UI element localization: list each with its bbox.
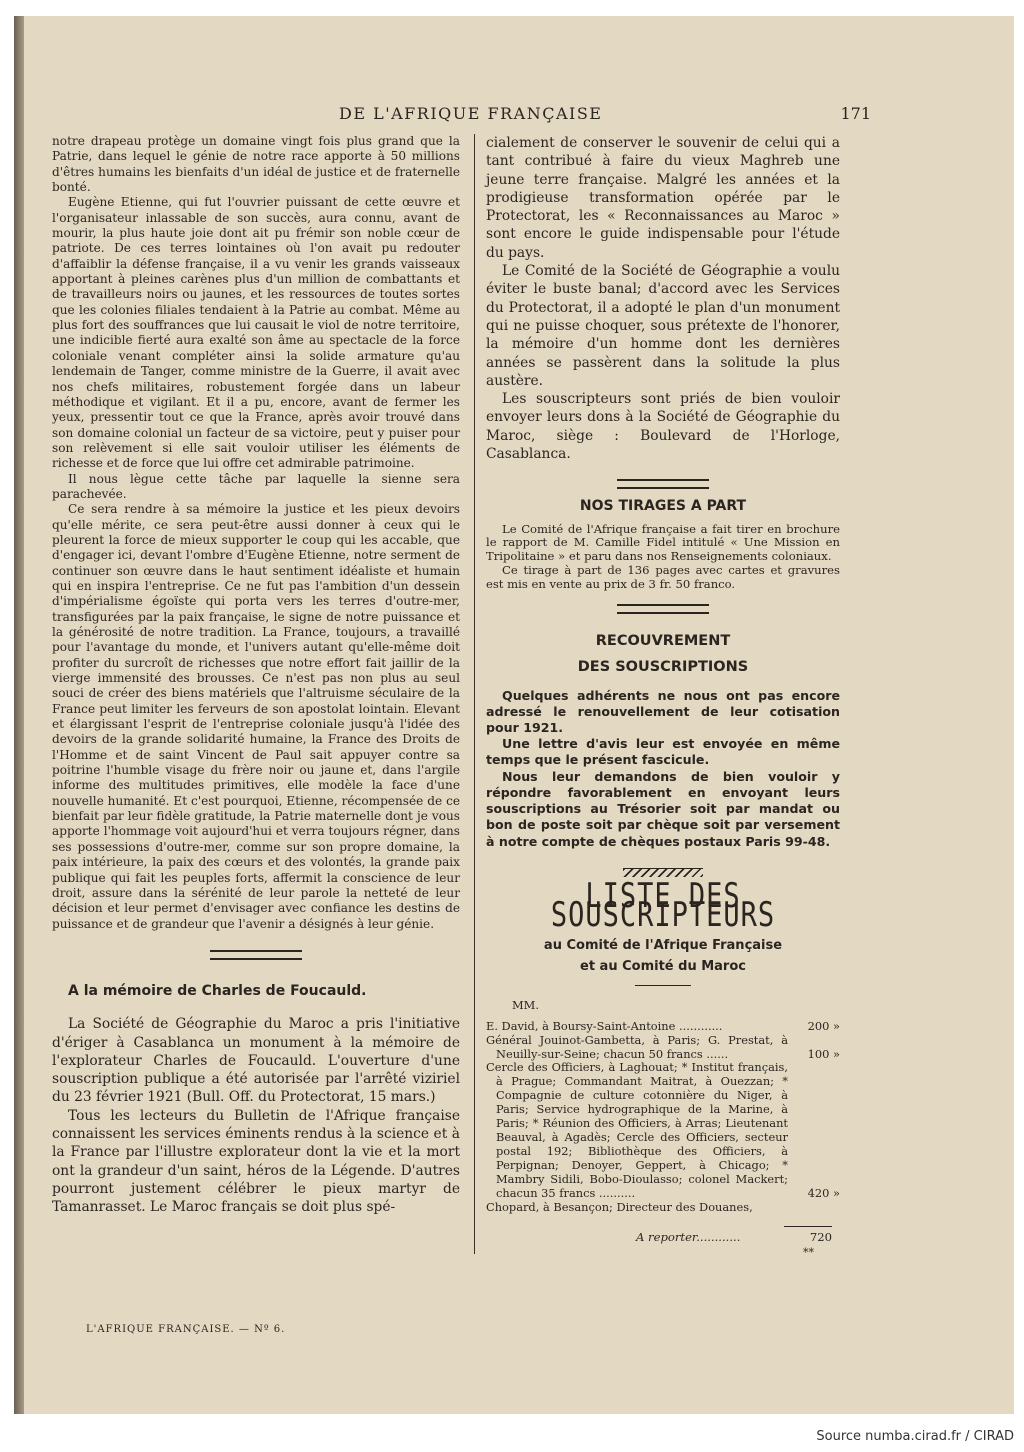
section-divider-ornament — [210, 950, 302, 960]
foucauld-continued-paragraph: Le Comité de la Société de Géographie a voulu éviter le buste banal; d'accord avec les Services du Protectorat, il a adopté le plan d'un monument qui ne puisse choquer, sous prétexte de l'honorer, la mémoire d'un homme dont les dernières années se passèrent dans la solitude la plus austère. — [486, 263, 840, 389]
subscriber-text: Chopard, à Besançon; Directeur des Douanes, — [486, 1199, 753, 1214]
liste-subtitle: et au Comité du Maroc — [580, 959, 746, 975]
liste-mm: MM. — [512, 998, 539, 1013]
subscriber-amount: 100 » — [807, 1046, 840, 1061]
reporter-stars: ** — [803, 1246, 814, 1260]
section-divider-ornament — [617, 479, 709, 489]
section-divider-ornament — [617, 604, 709, 614]
subscriber-entry — [486, 1034, 840, 1062]
foucauld-continued-paragraph: cialement de conserver le souvenir de celui qui a tant contribué à faire du vieux Maghreb une jeune terre française. Malgré les années et la prodigieuse transformation opérée par le Protectorat, les « Reconnaissances au Maroc » sont encore le guide indispensable pour l'étude du pays. — [486, 135, 840, 261]
subscriber-amount: 420 » — [807, 1185, 840, 1200]
recouvrement-heading-line2: DES SOUSCRIPTIONS — [577, 658, 749, 675]
article-paragraph: Ce sera rendre à sa mémoire la justice et les pieux devoirs qu'elle mérite, ce sera peut-être aussi donner à ceux qui le pleurent la force de mieux supporter le coup qui les accable, que d'engager ici, devant l'ombre d'Eugène Etienne, notre serment de continuer son œuvre dans le haut sentiment idéaliste et humain qui en inspira l'entreprise. Ce ne fut pas l'ambition d'un dessein d'impérialisme égoïste qui porta vers les terres d'outre-mer, transfigurées par la paix française, le signe de notre puissance et la générosité de notre tradition. La France, toujours, a travaillé pour l'avantage du monde, et l'univers autant qu'elle-même doit profiter du surcroît de richesses que notre effort fait jaillir de la vierge immensité des brousses. Ce n'est pas non plus au seul souci de créer des biens matériels que l'altruisme séculaire de la France peut limiter les ferveurs de son apostolat lointain. Elevant et élargissant l'esprit de l'entreprise coloniale jusqu'à l'idée des devoirs de la grande solidarité humaine, la France des Droits de l'Homme et de saint Vincent de Paul sait appuyer contre sa poitrine l'humble visage du frère noir ou jaune et, dans l'argile informe des multitudes primitives, elle modèle la face d'une nouvelle humanité. Et c'est pourquoi, Etienne, récompensée de ce bienfait par leur fidèle gratitude, la Patrie maternelle dont je vous apporte l'hommage voit aujourd'hui et verra toujours régner, dans ses possessions d'outre-mer, comme sur son propre domaine, la paix intérieure, la paix des cœurs et des volontés, la grande paix publique qui fait les peuples forts, affermit la conscience de leur droit, assure dans la sérénité de leur parole la netteté de leur décision et leur permet d'envisager avec confiance les destins de puissance et de grandeur que l'avenir a désignés à leur génie. — [52, 502, 460, 931]
article-paragraph: Eugène Etienne, qui fut l'ouvrier puissant de cette œuvre et l'organisateur inlassable de son succès, aura connu, avant de mourir, la plus haute joie dont ait pu frémir son noble cœur de patriote. De ces terres lointaines où l'on avait pu redouter d'affaiblir la défense française, il a vu venir les grands vaisseaux apportant à pleines carènes plus d'un million de combattants et de travailleurs noirs ou jaunes, et les ressources de toutes sortes que les colonies filiales tendaient à la Patrie au combat. Même au plus fort des souffrances que lui causait le viol de notre territoire, une indicible fierté aura exalté son âme au spectacle de la force coloniale venant compléter ainsi la solide armature qu'au lendemain de Tanger, comme ministre de la Guerre, il avait avec nos chefs militaires, robustement forgée dans un labeur méthodique et vigilant. Et il a pu, encore, avant de fermer les yeux, pressentir tout ce que la France, après avoir trouvé dans son domaine colonial un facteur de sa victoire, peut y puiser pour son relèvement si elle sait vouloir utiliser les éléments de richesse et de force que lui offre cet admirable patrimoine. — [52, 195, 460, 471]
reporter-label: A reporter............ — [636, 1230, 741, 1245]
recouvrement-paragraph: Quelques adhérents ne nous ont pas encore adressé le renouvellement de leur cotisation pour 1921. — [486, 687, 840, 736]
tirages-heading: NOS TIRAGES A PART — [579, 498, 747, 515]
recouvrement-heading-line1: RECOUVREMENT — [595, 632, 731, 649]
tirages-paragraph: Le Comité de l'Afrique française a fait tirer en brochure le rapport de M. Camille Fidel intitulé « Une Mission en Tripolitaine » et paru dans nos Renseignements coloniaux. — [486, 521, 840, 564]
subscriber-text: Cercle des Officiers, à Laghouat; * Institut français, à Prague; Commandant Maitrat, à Ouezzan; * Compagnie de culture cotonnière du Niger, à Paris; Service hydrographique de la Marine, à Paris; * Réunion des Officiers, à Arras; Lieutenant Beauval, à Agadès; Cercle des Officiers, secteur postal 192; Bibliothèque des Officiers, à Perpignan; Denoyer, Geppert, à Chicago; * Mambry Sidili, Bobo-Dioulasso; colonel Mackert; chacun 35 francs .......... — [486, 1060, 788, 1200]
foucauld-heading: A la mémoire de Charles de Foucauld. — [68, 982, 367, 999]
source-credit: Source numba.cirad.fr / CIRAD — [816, 1429, 1014, 1444]
foucauld-paragraph: La Société de Géographie du Maroc a pris l'initiative d'ériger à Casablanca un monument à la mémoire de l'explorateur Charles de Foucauld. L'ouverture d'une souscription publique a été autorisée par l'arrêté viziriel du 23 février 1921 (Bull. Off. du Protectorat, 15 mars.) — [52, 1016, 460, 1106]
page-number: 171 — [840, 104, 871, 123]
subscriber-text: E. David, à Boursy-Saint-Antoine ............ — [486, 1018, 723, 1033]
foucauld-paragraph: Tous les lecteurs du Bulletin de l'Afrique française connaissent les services éminents rendus à la science et à la France par l'illustre explorateur dont la vie et la mort ont la grandeur d'un saint, héros de la Légende. D'autres pourront justement célébrer le pieux martyr de Tamanrasset. Le Maroc français se doit plus spé- — [52, 1107, 460, 1216]
article-paragraph: Il nous lègue cette tâche par laquelle la sienne sera parachevée. — [52, 471, 460, 501]
running-head-title: DE L'AFRIQUE FRANÇAISE — [339, 104, 603, 123]
subscriber-entry — [486, 1201, 840, 1215]
foucauld-continued-paragraph: Les souscripteurs sont priés de bien vouloir envoyer leurs dons à la Société de Géographie du Maroc, siège : Boulevard de l'Horloge, Casablanca. — [486, 391, 840, 463]
page-binding-edge — [14, 16, 24, 1414]
right-column — [486, 134, 840, 1261]
subscriber-entry — [486, 1061, 840, 1200]
recouvrement-paragraph: Une lettre d'avis leur est envoyée en même temps que le présent fascicule. — [486, 736, 840, 768]
reporter-amount: 720 — [809, 1230, 832, 1245]
left-column — [52, 134, 460, 1216]
recouvrement-paragraph: Nous leur demandons de bien vouloir y répondre favorablement en envoyant leurs souscriptions au Trésorier soit par mandat ou bon de poste soit par chèque soit par versement à notre compte de chèques postaux Paris 99-48. — [486, 768, 840, 849]
article-paragraph: notre drapeau protège un domaine vingt fois plus grand que la Patrie, dans lequel le génie de notre race apporte à 50 millions d'êtres humains les bienfaits d'un idéal de justice et de fraternelle bonté. — [52, 134, 460, 195]
subscriber-amount: 200 » — [807, 1018, 840, 1033]
page-footer: L'AFRIQUE FRANÇAISE. — Nº 6. — [86, 1324, 286, 1335]
subscriber-text: Général Jouinot-Gambetta, à Paris; G. Prestat, à Neuilly-sur-Seine; chacun 50 francs ...... — [486, 1032, 788, 1061]
liste-heading: LISTE DES SOUSCRIPTEURS — [550, 876, 776, 935]
liste-subtitle: au Comité de l'Afrique Française — [543, 938, 783, 954]
tirages-paragraph: Ce tirage à part de 136 pages avec cartes et gravures est mis en vente au prix de 3 fr. 50 franco. — [486, 563, 840, 591]
wave-ornament — [623, 868, 703, 877]
subscriber-entry — [486, 1020, 840, 1034]
running-head — [339, 104, 879, 126]
scanned-page — [14, 16, 1014, 1414]
reporter-line — [486, 1227, 840, 1245]
column-rule — [474, 134, 475, 1254]
